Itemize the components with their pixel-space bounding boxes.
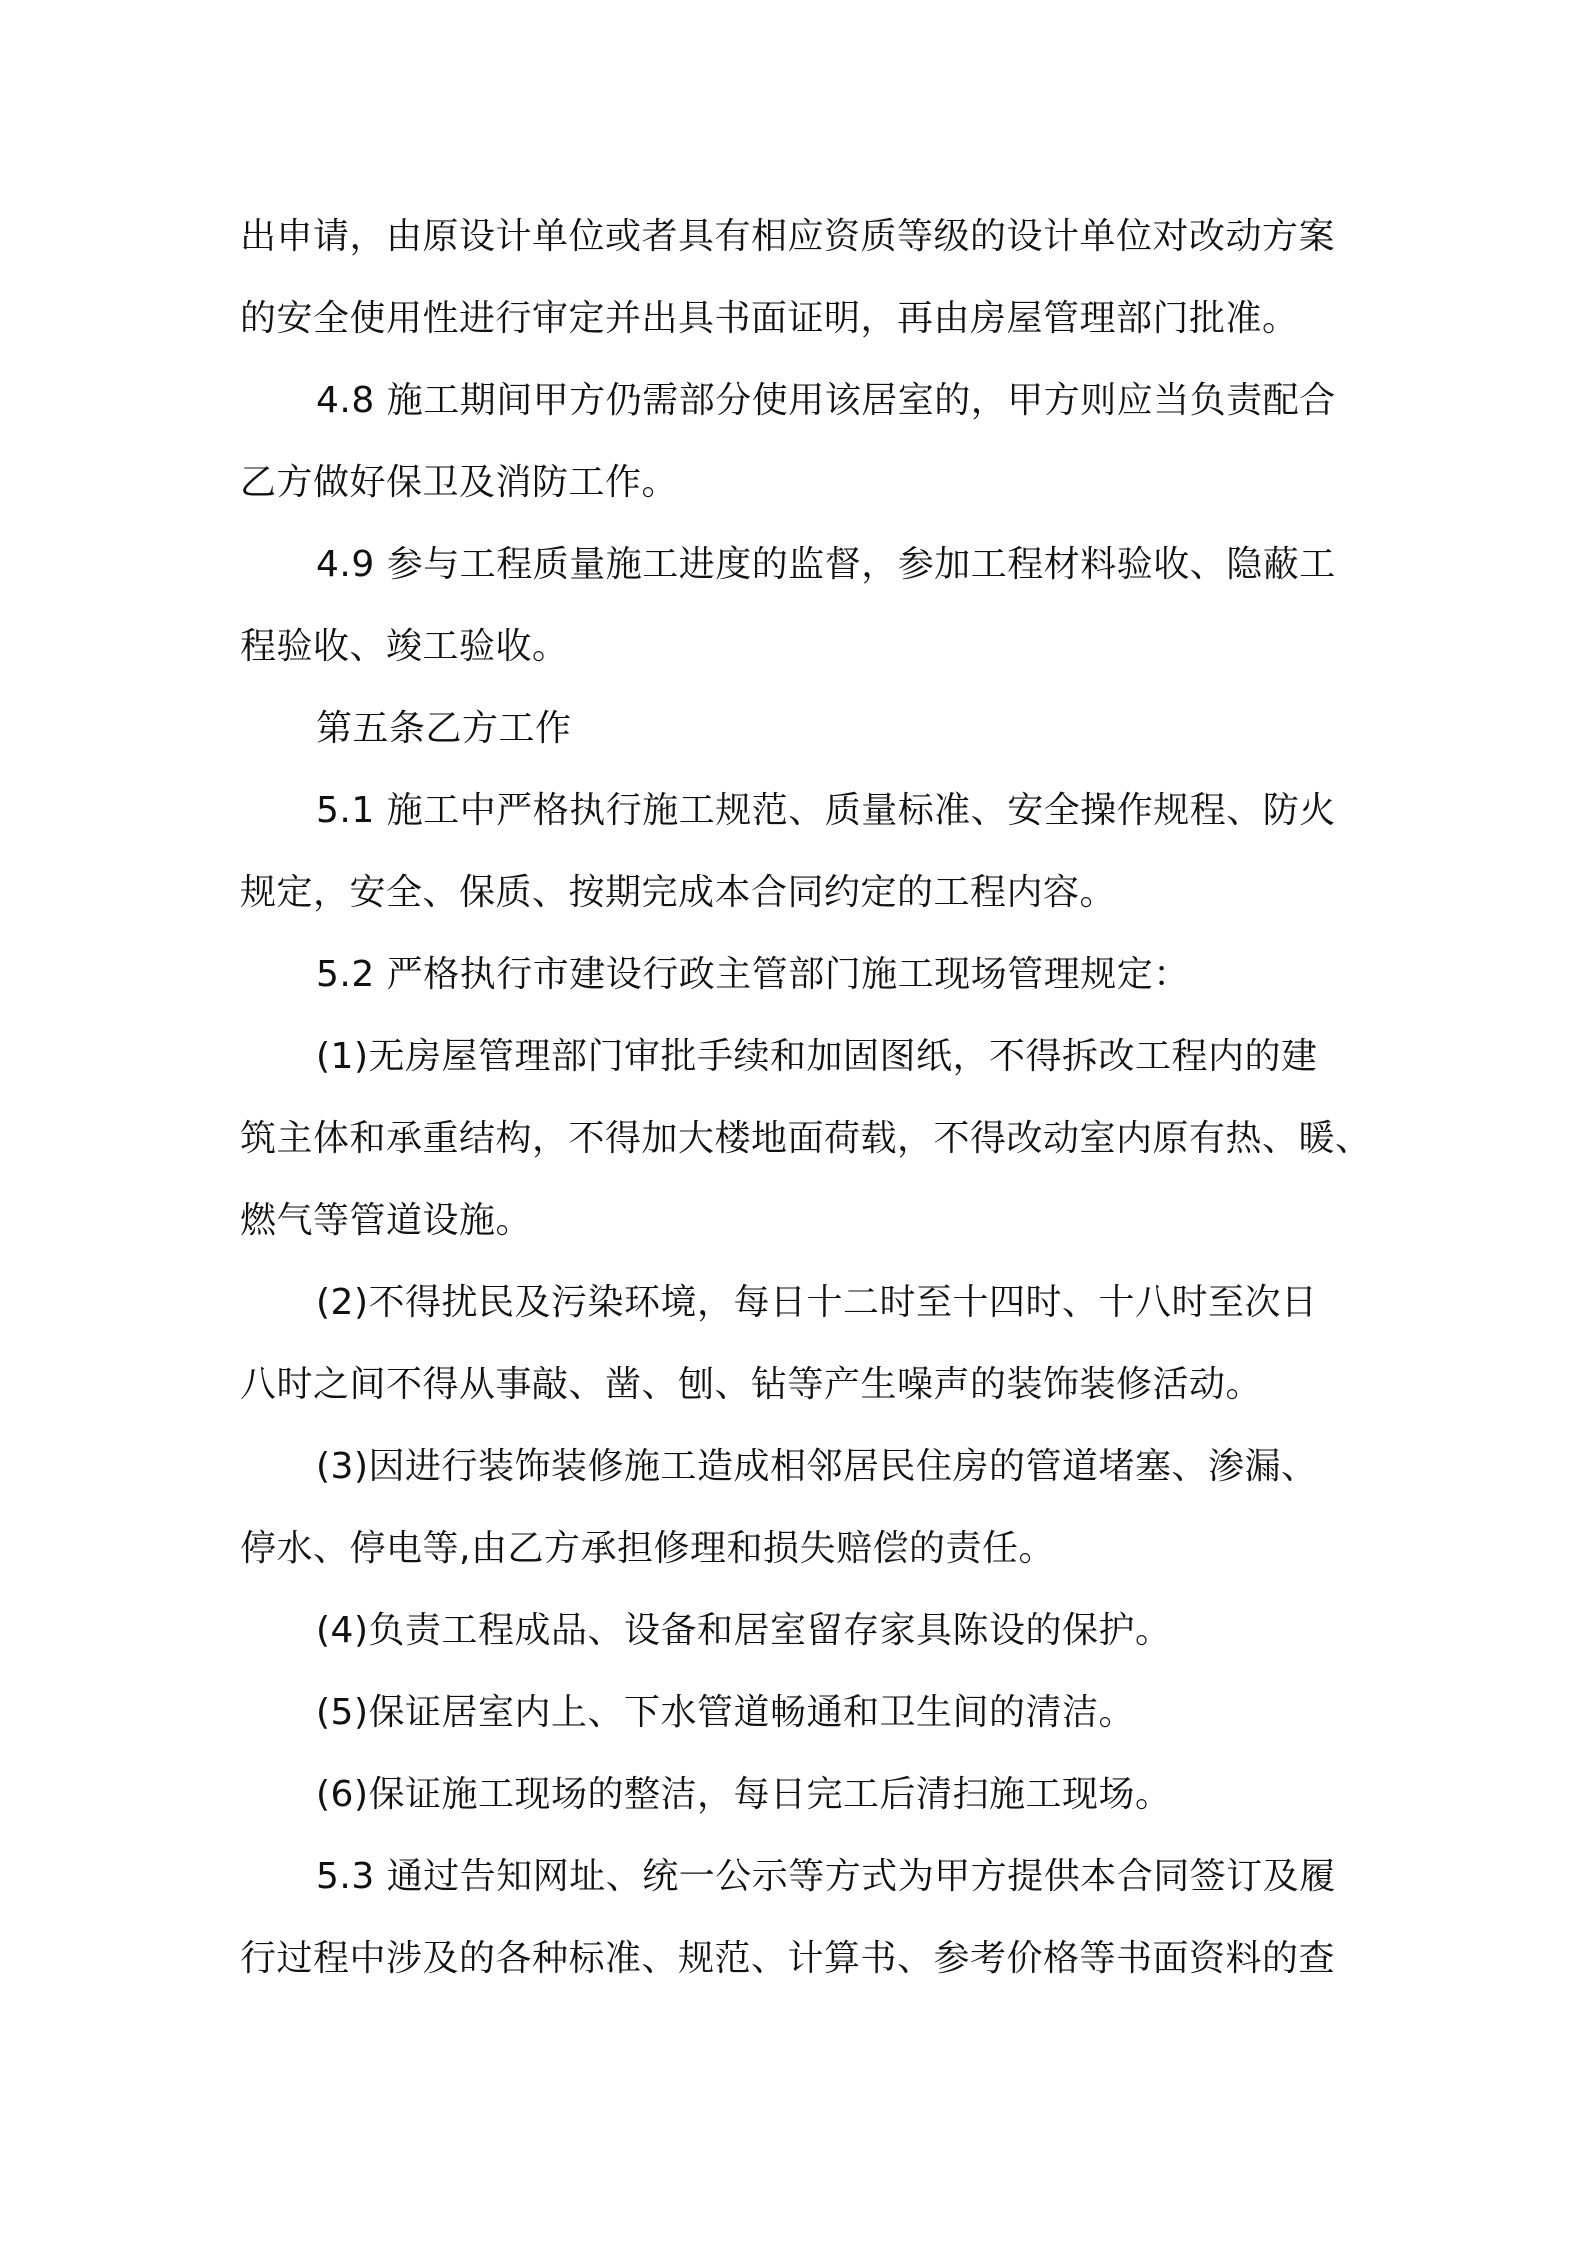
paragraph — [240, 524, 1365, 688]
text-line: 八时之间不得从事敲、凿、刨、钻等产生噪声的装饰装修活动。 — [240, 1364, 1263, 1405]
paragraph — [240, 1590, 1365, 1672]
text-line: 5.1 施工中严格执行施工规范、质量标准、安全操作规程、防火 — [316, 790, 1336, 831]
text-line: 规定，安全、保质、按期完成本合同约定的工程内容。 — [240, 872, 1117, 913]
text-line: 停水、停电等,由乙方承担修理和损失赔偿的责任。 — [240, 1528, 1055, 1569]
paragraph — [240, 1672, 1365, 1754]
section-heading — [240, 688, 1365, 770]
document-page — [240, 196, 1372, 2000]
text-line: 4.9 参与工程质量施工进度的监督，参加工程材料验收、隐蔽工 — [316, 544, 1336, 585]
paragraph — [240, 1016, 1372, 1262]
text-line: (1)无房屋管理部门审批手续和加固图纸，不得拆改工程内的建 — [316, 1036, 1318, 1077]
text-line: (2)不得扰民及污染环境，每日十二时至十四时、十八时至次日 — [316, 1282, 1318, 1323]
paragraph — [240, 360, 1365, 524]
text-line: 行过程中涉及的各种标准、规范、计算书、参考价格等书面资料的查 — [240, 1938, 1336, 1979]
text-line: (3)因进行装饰装修施工造成相邻居民住房的管道堵塞、渗漏、 — [316, 1446, 1318, 1487]
paragraph — [240, 1426, 1365, 1590]
text-line: 筑主体和承重结构，不得加大楼地面荷载，不得改动室内原有热、暖、 — [240, 1118, 1372, 1159]
text-line: 出申请，由原设计单位或者具有相应资质等级的设计单位对改动方案 — [240, 216, 1336, 257]
text-line: (6)保证施工现场的整洁，每日完工后清扫施工现场。 — [316, 1774, 1172, 1815]
paragraph — [240, 1262, 1365, 1426]
text-line: 燃气等管道设施。 — [240, 1200, 533, 1241]
paragraph — [240, 196, 1365, 360]
text-line: 5.3 通过告知网址、统一公示等方式为甲方提供本合同签订及履 — [316, 1856, 1336, 1897]
paragraph — [240, 1836, 1365, 2000]
text-line: 5.2 严格执行市建设行政主管部门施工现场管理规定： — [316, 954, 1190, 995]
paragraph — [240, 1754, 1365, 1836]
paragraph — [240, 770, 1365, 934]
text-line: 程验收、竣工验收。 — [240, 626, 569, 667]
text-line: 乙方做好保卫及消防工作。 — [240, 462, 679, 503]
text-line: 4.8 施工期间甲方仍需部分使用该居室的，甲方则应当负责配合 — [316, 380, 1336, 421]
text-line: (5)保证居室内上、下水管道畅通和卫生间的清洁。 — [316, 1692, 1135, 1733]
text-line: 第五条乙方工作 — [316, 708, 572, 749]
text-line: (4)负责工程成品、设备和居室留存家具陈设的保护。 — [316, 1610, 1172, 1651]
text-line: 的安全使用性进行审定并出具书面证明，再由房屋管理部门批准。 — [240, 298, 1299, 339]
paragraph — [240, 934, 1365, 1016]
